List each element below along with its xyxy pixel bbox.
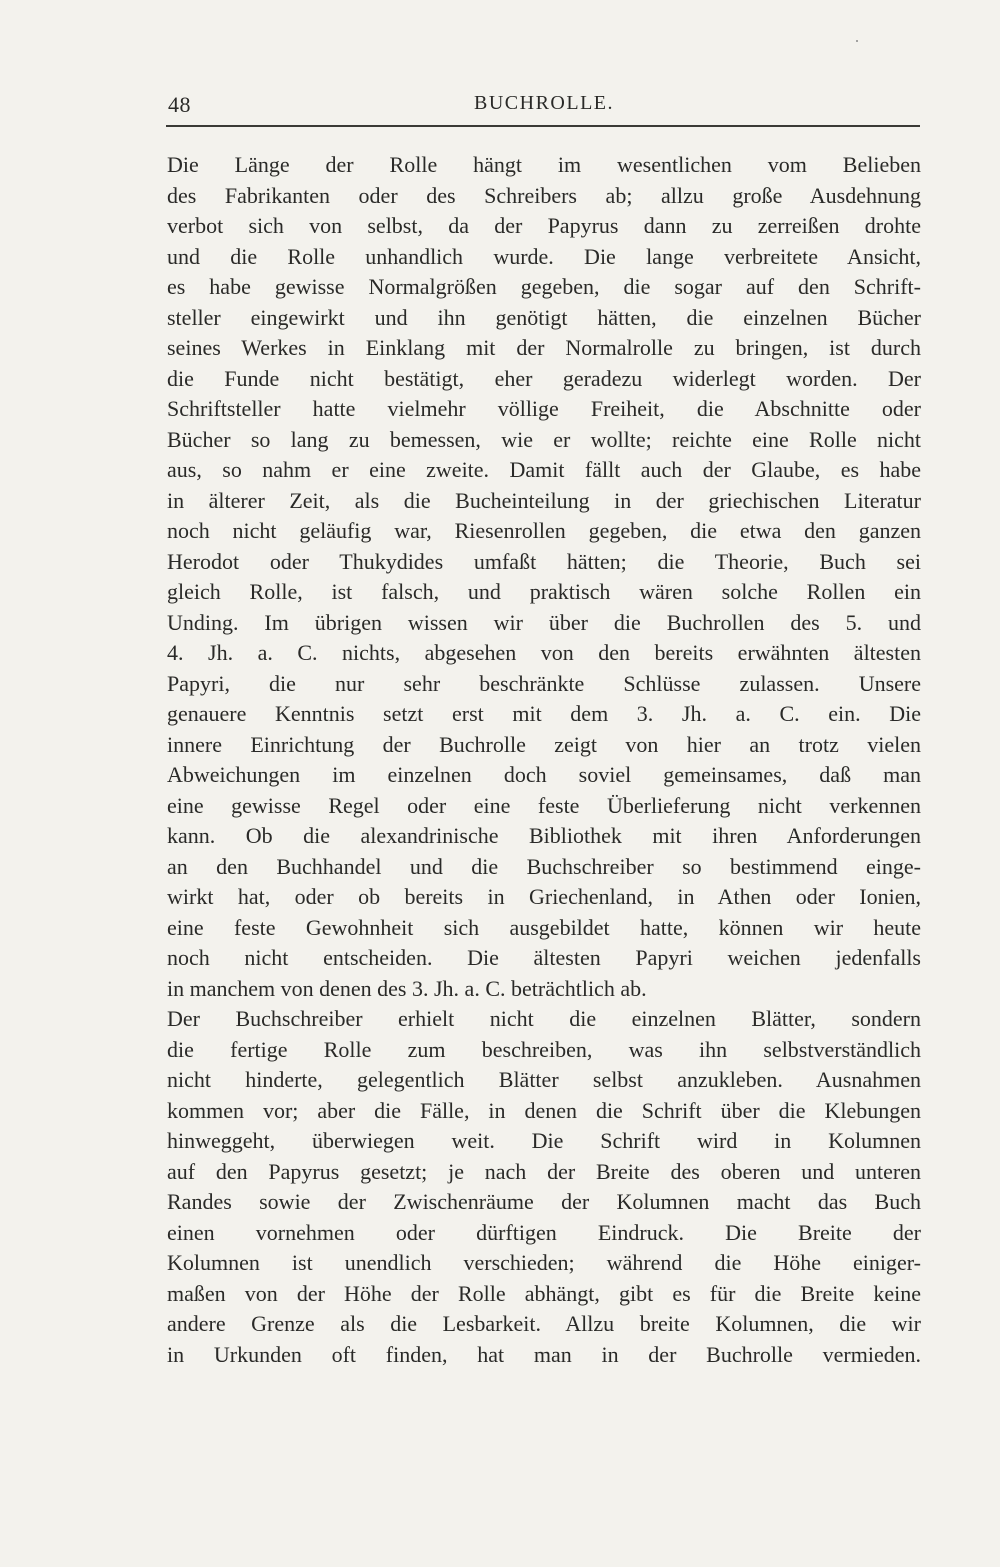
text-line: noch nicht entscheiden. Die ältesten Papyri weichen jedenfalls [167, 945, 921, 970]
page-header [168, 92, 920, 124]
text-line: des Fabrikanten oder des Schreibers ab; allzu große Ausdehnung [167, 182, 921, 208]
paper-speck [856, 40, 858, 42]
page-number: 48 [168, 92, 191, 117]
text-line: hinweggeht, überwiegen weit. Die Schrift wird in Kolumnen [167, 1128, 921, 1153]
text-line: Unding. Im übrigen wissen wir über die Buchrollen des 5. und [167, 609, 921, 635]
text-line: einen vornehmen oder dürftigen Eindruck. Die Breite der [167, 1219, 921, 1245]
text-line: in Urkunden oft finden, hat man in der Buchrolle vermieden. [167, 1341, 921, 1367]
text-line: die fertige Rolle zum beschreiben, was ihn selbstverständlich [167, 1036, 921, 1062]
text-line: es habe gewisse Normalgrößen gegeben, die sogar auf den Schrift- [167, 274, 921, 299]
header-rule [166, 125, 920, 127]
text-line: eine gewisse Regel oder eine feste Überlieferung nicht verkennen [167, 792, 921, 818]
text-line: eine feste Gewohnheit sich ausgebildet hatte, können wir heute [167, 914, 921, 940]
text-line: wirkt hat, oder ob bereits in Griechenland, in Athen oder Ionien, [167, 884, 921, 909]
text-line: gleich Rolle, ist falsch, und praktisch wären solche Rollen ein [167, 579, 921, 604]
text-line: verbot sich von selbst, da der Papyrus dann zu zerreißen drohte [167, 213, 921, 238]
text-line: kommen vor; aber die Fälle, in denen die Schrift über die Klebungen [167, 1097, 921, 1123]
text-line: aus, so nahm er eine zweite. Damit fällt auch der Glaube, es habe [167, 457, 921, 482]
text-line: Abweichungen im einzelnen doch soviel gemeinsames, daß man [167, 762, 921, 787]
text-line: Bücher so lang zu bemessen, wie er wollte; reichte eine Rolle nicht [167, 426, 921, 452]
text-line: Papyri, die nur sehr beschränkte Schlüsse zulassen. Unsere [167, 670, 921, 696]
text-line: in manchem von denen des 3. Jh. a. C. beträchtlich ab. [167, 975, 647, 1001]
text-line: steller eingewirkt und ihn genötigt hätten, die einzelnen Bücher [167, 304, 921, 330]
text-line: die Funde nicht bestätigt, eher geradezu widerlegt worden. Der [167, 365, 921, 391]
text-line: maßen von der Höhe der Rolle abhängt, gibt es für die Breite keine [167, 1280, 921, 1306]
text-line: nicht hinderte, gelegentlich Blätter selbst anzukleben. Ausnahmen [167, 1067, 921, 1092]
text-line: innere Einrichtung der Buchrolle zeigt von hier an trotz vielen [167, 731, 921, 757]
text-line: Herodot oder Thukydides umfaßt hätten; die Theorie, Buch sei [167, 548, 921, 574]
text-line: an den Buchhandel und die Buchschreiber so bestimmend einge- [167, 853, 921, 879]
body-text [167, 150, 921, 1370]
text-line: andere Grenze als die Lesbarkeit. Allzu breite Kolumnen, die wir [167, 1311, 921, 1336]
text-line: genauere Kenntnis setzt erst mit dem 3. Jh. a. C. ein. Die [167, 701, 921, 726]
text-line: und die Rolle unhandlich wurde. Die lange verbreitete Ansicht, [167, 243, 921, 269]
text-line: seines Werkes in Einklang mit der Normalrolle zu bringen, ist durch [167, 335, 921, 360]
text-line: Die Länge der Rolle hängt im wesentlichen vom Belieben [167, 152, 921, 177]
text-line: Der Buchschreiber erhielt nicht die einzelnen Blätter, sondern [167, 1006, 921, 1031]
text-line: in älterer Zeit, als die Bucheinteilung in der griechischen Literatur [167, 487, 921, 513]
text-line: noch nicht geläufig war, Riesenrollen gegeben, die etwa den ganzen [167, 518, 921, 543]
text-line: auf den Papyrus gesetzt; je nach der Breite des oberen und unteren [167, 1158, 921, 1184]
text-line: 4. Jh. a. C. nichts, abgesehen von den bereits erwähnten ältesten [167, 640, 921, 665]
running-title: BUCHROLLE. [474, 92, 614, 114]
text-line: kann. Ob die alexandrinische Bibliothek mit ihren Anforderungen [167, 823, 921, 848]
text-line: Randes sowie der Zwischenräume der Kolumnen macht das Buch [167, 1189, 921, 1214]
text-line: Schriftsteller hatte vielmehr völlige Freiheit, die Abschnitte oder [167, 396, 921, 421]
text-line: Kolumnen ist unendlich verschieden; während die Höhe einiger- [167, 1250, 921, 1275]
